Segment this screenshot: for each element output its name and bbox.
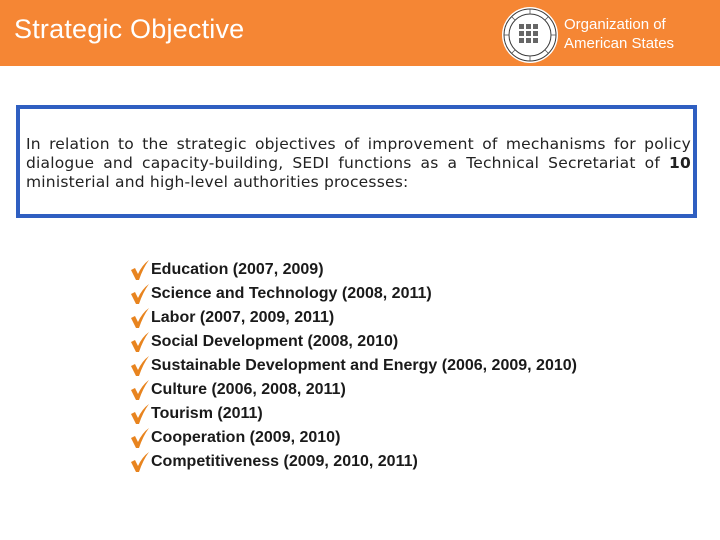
checkmark-icon	[130, 427, 150, 449]
list-item	[130, 306, 577, 330]
list-item-label: Science and Technology (2008, 2011)	[151, 285, 432, 302]
checkmark-icon	[130, 259, 150, 281]
objective-box	[16, 105, 697, 218]
list-item	[130, 378, 577, 402]
list-item-label: Education (2007, 2009)	[151, 261, 324, 278]
org-name-line2: American States	[564, 35, 675, 52]
list-item	[130, 258, 577, 282]
list-item	[130, 450, 577, 474]
list-item-label: Competitiveness (2009, 2010, 2011)	[151, 453, 418, 470]
checkmark-icon	[130, 379, 150, 401]
list-item-label: Social Development (2008, 2010)	[151, 333, 399, 350]
objective-count: 10	[669, 154, 691, 172]
checkmark-icon	[130, 451, 150, 473]
list-item-label: Labor (2007, 2009, 2011)	[151, 309, 335, 326]
checkmark-icon	[130, 331, 150, 353]
objective-text	[26, 135, 691, 192]
organization-name	[564, 15, 674, 53]
org-name-line1: Organization of	[564, 16, 666, 33]
process-list	[130, 258, 577, 474]
list-item	[130, 282, 577, 306]
list-item-label: Culture (2006, 2008, 2011)	[151, 381, 346, 398]
list-item	[130, 330, 577, 354]
list-item	[130, 402, 577, 426]
list-item	[130, 354, 577, 378]
list-item	[130, 426, 577, 450]
list-item-label: Cooperation (2009, 2010)	[151, 429, 341, 446]
header-bar	[0, 0, 720, 66]
checkmark-icon	[130, 283, 150, 305]
list-item-label: Sustainable Development and Energy (2006, 2009, 2010)	[151, 357, 577, 374]
checkmark-icon	[130, 403, 150, 425]
checkmark-icon	[130, 307, 150, 329]
list-item-label: Tourism (2011)	[151, 405, 263, 422]
objective-text-intro: In relation to the strategic objectives of improvement of mechanisms for policy dialogue and capacity-building, SEDI functions as a Technical Secretariat of	[26, 135, 691, 172]
checkmark-icon	[130, 355, 150, 377]
page-title: Strategic Objective	[14, 14, 245, 44]
oas-seal-icon	[500, 5, 560, 65]
objective-text-end: ministerial and high-level authorities processes:	[26, 173, 409, 191]
